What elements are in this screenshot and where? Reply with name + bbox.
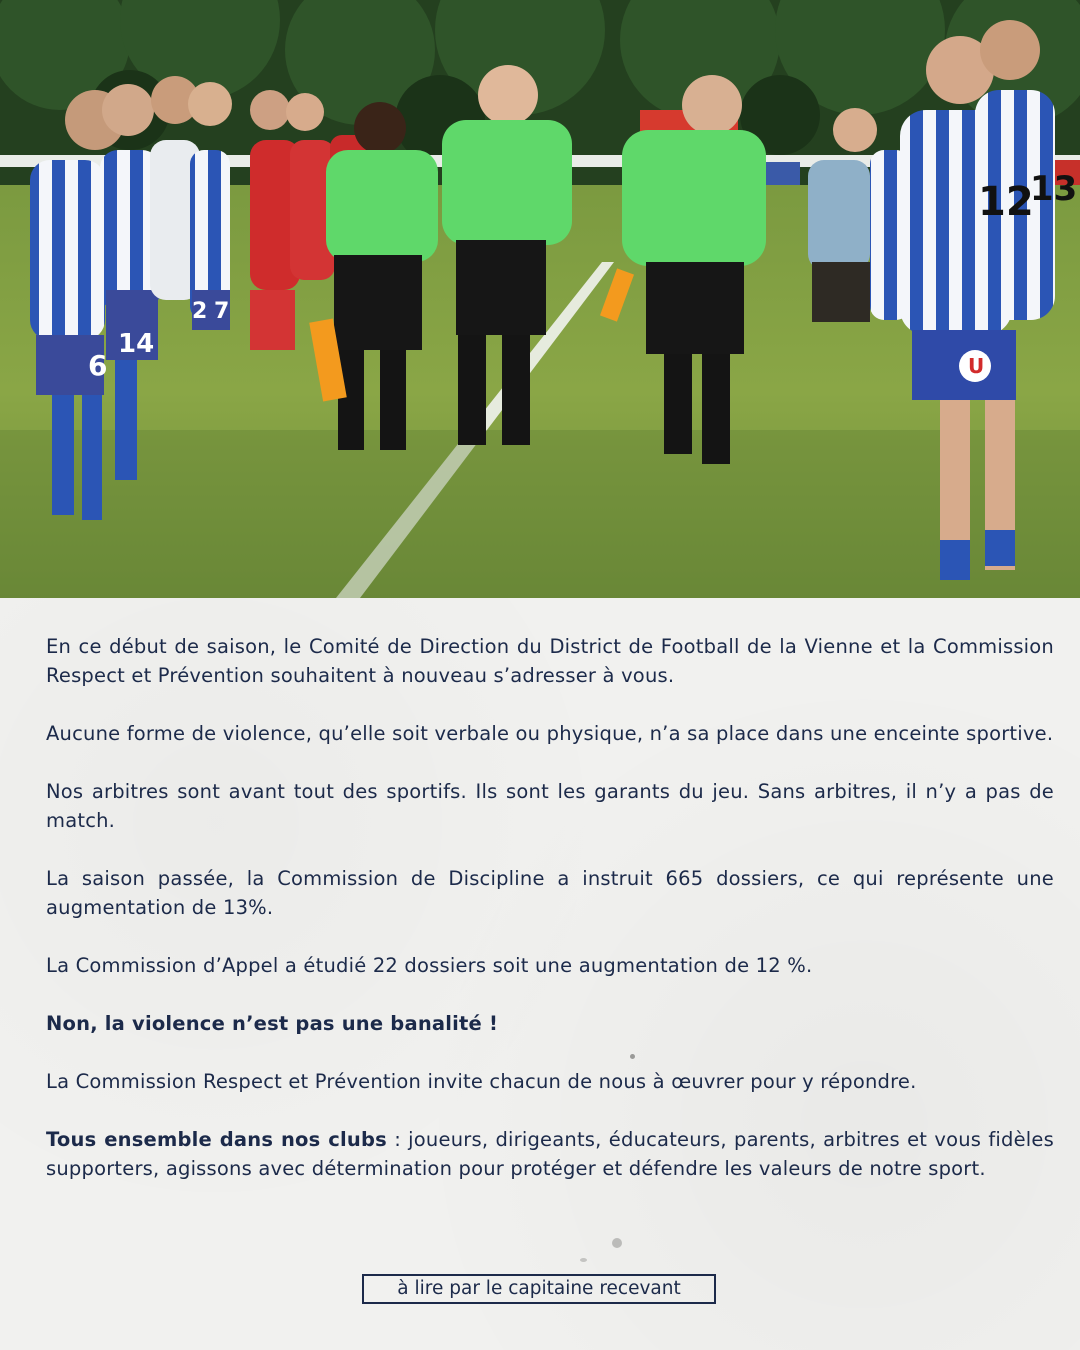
paragraph-referees: Nos arbitres sont avant tout des sportifs. Ils sont les garants du jeu. Sans arbitres, il n’y a pas de match. — [46, 780, 1054, 832]
sponsor-letter: U — [968, 354, 985, 378]
paragraph-statement: Non, la violence n’est pas une banalité ! — [46, 1012, 499, 1035]
jersey-number-2: 2 — [192, 299, 208, 324]
paragraph-together: Tous ensemble dans nos clubs : joueurs, dirigeants, éducateurs, parents, arbitres et vous fidèles supporters, agissons avec détermination pour protéger et défendre les valeurs de notre sport. — [46, 1128, 1054, 1180]
message-panel — [0, 598, 1080, 1350]
paragraph-intro: En ce début de saison, le Comité de Direction du District de Football de la Vienne et la Commission Respect et Prévention souhaitent à nouveau s’adresser à vous. — [46, 635, 1054, 687]
match-photo — [0, 0, 1080, 598]
paragraph-appeal: La Commission d’Appel a étudié 22 dossiers soit une augmentation de 12 %. — [46, 954, 813, 977]
paragraph-discipline: La saison passée, la Commission de Discipline a instruit 665 dossiers, ce qui représente une augmentation de 13%. — [46, 867, 1054, 919]
paragraph-no-violence: Aucune forme de violence, qu’elle soit verbale ou physique, n’a sa place dans une enceinte sportive. — [46, 722, 1054, 745]
jersey-number-7: 7 — [214, 299, 230, 324]
jersey-number-12: 12 — [978, 179, 1034, 225]
captain-caption: à lire par le capitaine recevant — [362, 1274, 716, 1304]
jersey-number-13: 13 — [1030, 169, 1078, 209]
message-body — [46, 632, 1054, 1212]
paragraph-invitation: La Commission Respect et Prévention invite chacun de nous à œuvrer pour y répondre. — [46, 1070, 917, 1093]
referees-guard-of-honour-scene — [0, 0, 1080, 598]
jersey-number-14: 14 — [118, 329, 155, 359]
jersey-number-6: 6 — [88, 349, 108, 382]
